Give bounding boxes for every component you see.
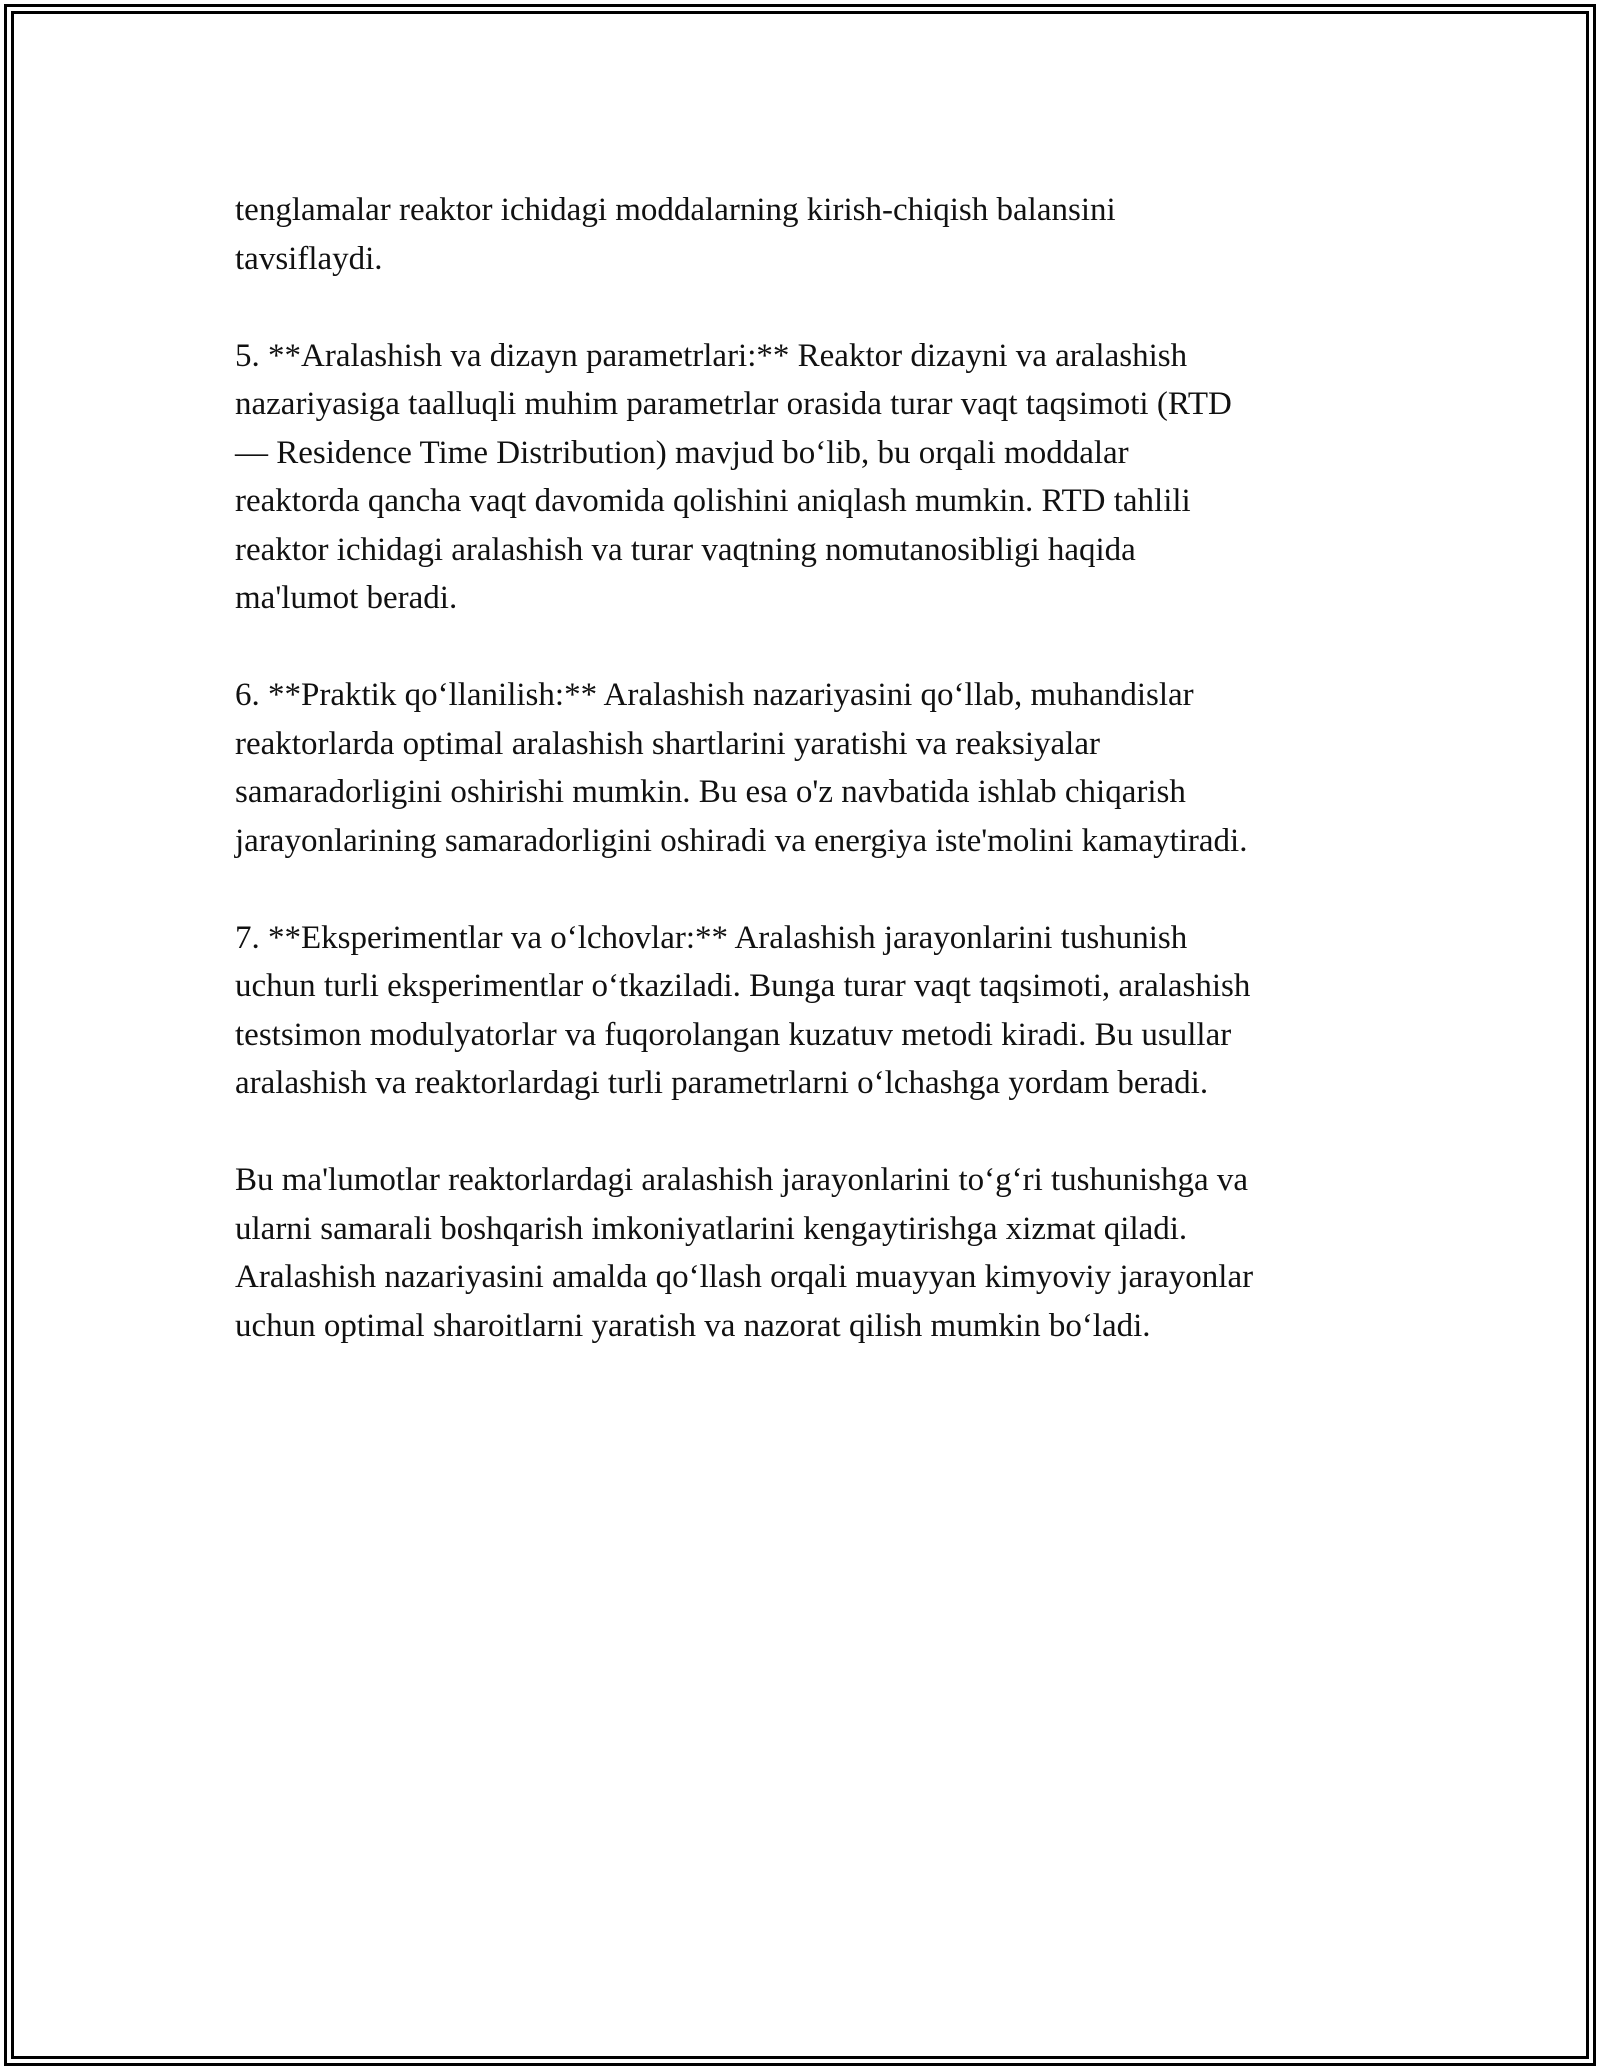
document-body: [235, 186, 1395, 1399]
paragraph-practical-application: 6. **Praktik qo‘llanilish:** Aralashish nazariyasini qo‘llab, muhandislar reaktorlarda optimal aralashish shartlarini yaratishi va reaksiyalar samaradorligini oshirishi mumkin. Bu esa o'z navbatida ishlab chiqarish jarayonlarining samaradorligini oshiradi va energiya iste'molini kamaytiradi.: [235, 677, 1248, 859]
paragraph-intro-continuation: tenglamalar reaktor ichidagi moddalarning kirish-chiqish balansini tavsiflaydi.: [235, 192, 1116, 277]
paragraph-experiments-measurements: 7. **Eksperimentlar va o‘lchovlar:** Aralashish jarayonlarini tushunish uchun turli eksperimentlar o‘tkaziladi. Bunga turar vaqt taqsimoti, aralashish testsimon modulyatorlar va fuqorolangan kuzatuv metodi kiradi. Bu usullar aralashish va reaktorlardagi turli parametrlarni o‘lchashga yordam beradi.: [235, 919, 1251, 1101]
paragraph-conclusion: Bu ma'lumotlar reaktorlardagi aralashish jarayonlarini to‘g‘ri tushunishga va ularni samarali boshqarish imkoniyatlarini kengaytirishga xizmat qiladi. Aralashish nazariyasini amalda qo‘llash orqali muayyan kimyoviy jarayonlar uchun optimal sharoitlarni yaratish va nazorat qilish mumkin bo‘ladi.: [235, 1162, 1254, 1344]
paragraph-mixing-design-parameters: 5. **Aralashish va dizayn parametrlari:** Reaktor dizayni va aralashish nazariyasiga taalluqli muhim parametrlar orasida turar vaqt taqsimoti (RTD — Residence Time Distribution) mavjud bo‘lib, bu orqali moddalar reaktorda qancha vaqt davomida qolishini aniqlash mumkin. RTD tahlili reaktor ichidagi aralashish va turar vaqtning nomutanosibligi haqida ma'lumot beradi.: [235, 337, 1232, 616]
